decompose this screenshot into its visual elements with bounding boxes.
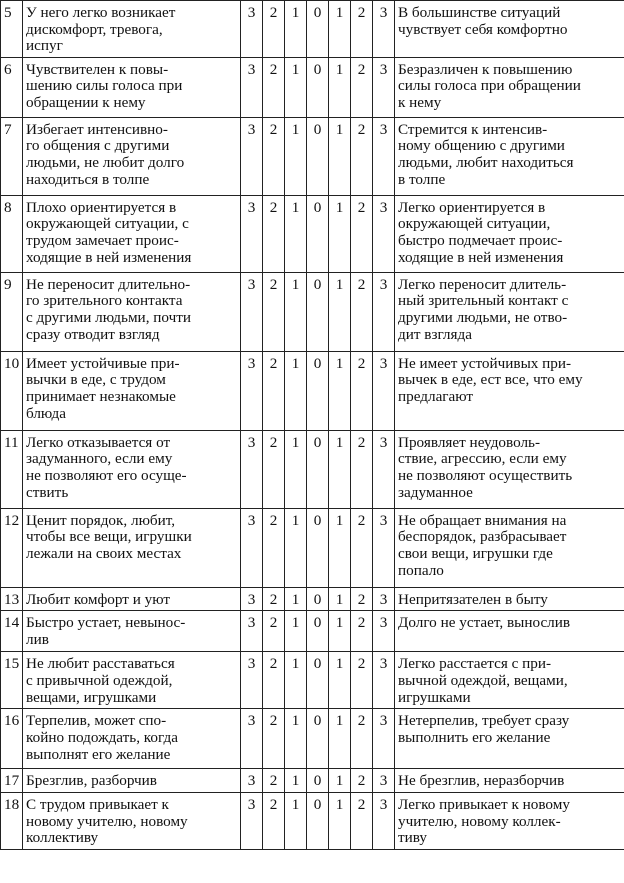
scale-option[interactable]: 1	[285, 792, 307, 849]
scale-option[interactable]: 3	[373, 272, 395, 351]
scale-option[interactable]: 3	[373, 792, 395, 849]
scale-option[interactable]: 1	[329, 351, 351, 430]
scale-option[interactable]: 3	[241, 792, 263, 849]
scale-option[interactable]: 2	[351, 57, 373, 117]
scale-option[interactable]: 2	[263, 351, 285, 430]
table-row	[1, 195, 624, 272]
right-statement: Не имеет устойчивых при- вычек в еде, ест все, что ему предлагают	[395, 351, 624, 430]
item-number: 15	[1, 652, 23, 709]
scale-option[interactable]: 2	[263, 652, 285, 709]
table-row	[1, 587, 624, 611]
scale-option[interactable]: 1	[285, 57, 307, 117]
scale-option[interactable]: 3	[373, 430, 395, 508]
table-row	[1, 57, 624, 117]
right-statement: Не брезглив, неразборчив	[395, 769, 624, 793]
scale-option[interactable]: 2	[263, 769, 285, 793]
left-statement: Ценит порядок, любит, чтобы все вещи, игрушки лежали на своих местах	[23, 508, 241, 587]
scale-option[interactable]: 2	[263, 709, 285, 769]
left-statement: Плохо ориентируется в окружающей ситуации, с трудом замечает проис- ходящие в ней изменения	[23, 195, 241, 272]
scale-option[interactable]: 1	[285, 195, 307, 272]
right-statement: Проявляет неудоволь- ствие, агрессию, если ему не позволяют осуществить задуманное	[395, 430, 624, 508]
scale-option[interactable]: 0	[307, 709, 329, 769]
right-statement: Легко переносит длитель- ный зрительный контакт с другими людьми, не отво- дит взгляда	[395, 272, 624, 351]
scale-option[interactable]: 0	[307, 351, 329, 430]
left-statement: Любит комфорт и уют	[23, 587, 241, 611]
scale-option[interactable]: 1	[285, 709, 307, 769]
scale-option[interactable]: 1	[285, 117, 307, 195]
scale-option[interactable]: 0	[307, 1, 329, 58]
scale-option[interactable]: 1	[285, 769, 307, 793]
table-row	[1, 611, 624, 652]
scale-option[interactable]: 3	[241, 587, 263, 611]
scale-option[interactable]: 0	[307, 611, 329, 652]
scale-option[interactable]: 3	[241, 508, 263, 587]
left-statement: Брезглив, разборчив	[23, 769, 241, 793]
item-number: 13	[1, 587, 23, 611]
item-number: 16	[1, 709, 23, 769]
item-number: 6	[1, 57, 23, 117]
scale-option[interactable]: 1	[329, 117, 351, 195]
left-statement: Избегает интенсивно- го общения с другими людьми, не любит долго находиться в толпе	[23, 117, 241, 195]
left-statement: С трудом привыкает к новому учителю, новому коллективу	[23, 792, 241, 849]
scale-option[interactable]: 2	[351, 272, 373, 351]
scale-option[interactable]: 0	[307, 508, 329, 587]
scale-option[interactable]: 0	[307, 117, 329, 195]
scale-option[interactable]: 2	[351, 792, 373, 849]
table-row	[1, 652, 624, 709]
scale-option[interactable]: 1	[285, 587, 307, 611]
scale-option[interactable]: 3	[241, 1, 263, 58]
scale-option[interactable]: 3	[241, 652, 263, 709]
scale-option[interactable]: 1	[329, 195, 351, 272]
scale-option[interactable]: 3	[373, 652, 395, 709]
scale-option[interactable]: 1	[329, 611, 351, 652]
table-row	[1, 430, 624, 508]
table-row	[1, 117, 624, 195]
scale-option[interactable]: 2	[263, 508, 285, 587]
right-statement: Легко расстается с при- вычной одеждой, вещами, игрушками	[395, 652, 624, 709]
scale-option[interactable]: 1	[329, 430, 351, 508]
scale-option[interactable]: 2	[263, 57, 285, 117]
scale-option[interactable]: 1	[285, 1, 307, 58]
scale-option[interactable]: 1	[285, 272, 307, 351]
right-statement: Непритязателен в быту	[395, 587, 624, 611]
scale-option[interactable]: 3	[241, 57, 263, 117]
left-statement: Легко отказывается от задуманного, если ему не позволяют его осуще- ствить	[23, 430, 241, 508]
left-statement: Имеет устойчивые при- вычки в еде, с трудом принимает незнакомые блюда	[23, 351, 241, 430]
right-statement: Не обращает внимания на беспорядок, разбрасывает свои вещи, игрушки где попало	[395, 508, 624, 587]
scale-option[interactable]: 3	[241, 769, 263, 793]
right-statement: Безразличен к повышению силы голоса при обращении к нему	[395, 57, 624, 117]
item-number: 14	[1, 611, 23, 652]
scale-option[interactable]: 3	[373, 57, 395, 117]
item-number: 10	[1, 351, 23, 430]
item-number: 8	[1, 195, 23, 272]
table-row	[1, 792, 624, 849]
scale-option[interactable]: 3	[373, 195, 395, 272]
scale-option[interactable]: 1	[329, 272, 351, 351]
questionnaire-body	[1, 1, 624, 850]
scale-option[interactable]: 1	[329, 508, 351, 587]
left-statement: Не переносит длительно- го зрительного контакта с другими людьми, почти сразу отводит взгляд	[23, 272, 241, 351]
right-statement: Легко ориентируется в окружающей ситуации, быстро подмечает проис- ходящие в ней изменения	[395, 195, 624, 272]
scale-option[interactable]: 0	[307, 430, 329, 508]
left-statement: У него легко возникает дискомфорт, тревога, испуг	[23, 1, 241, 58]
table-row	[1, 272, 624, 351]
scale-option[interactable]: 0	[307, 195, 329, 272]
scale-option[interactable]: 3	[241, 430, 263, 508]
scale-option[interactable]: 1	[329, 587, 351, 611]
left-statement: Не любит расставаться с привычной одеждой, вещами, игрушками	[23, 652, 241, 709]
scale-option[interactable]: 1	[285, 508, 307, 587]
scale-option[interactable]: 1	[285, 430, 307, 508]
scale-option[interactable]: 3	[373, 1, 395, 58]
scale-option[interactable]: 0	[307, 57, 329, 117]
scale-option[interactable]: 2	[351, 769, 373, 793]
scale-option[interactable]: 2	[263, 195, 285, 272]
table-row	[1, 1, 624, 58]
scale-option[interactable]: 1	[285, 611, 307, 652]
scale-option[interactable]: 1	[329, 57, 351, 117]
scale-option[interactable]: 3	[373, 508, 395, 587]
right-statement: Легко привыкает к новому учителю, новому коллек- тиву	[395, 792, 624, 849]
scale-option[interactable]: 0	[307, 792, 329, 849]
scale-option[interactable]: 3	[241, 351, 263, 430]
scale-option[interactable]: 2	[351, 709, 373, 769]
scale-option[interactable]: 1	[285, 351, 307, 430]
table-row	[1, 709, 624, 769]
scale-option[interactable]: 3	[241, 195, 263, 272]
item-number: 18	[1, 792, 23, 849]
right-statement: Стремится к интенсив- ному общению с другими людьми, любит находиться в толпе	[395, 117, 624, 195]
item-number: 7	[1, 117, 23, 195]
scale-option[interactable]: 2	[351, 195, 373, 272]
scale-option[interactable]: 2	[351, 611, 373, 652]
scale-option[interactable]: 3	[373, 769, 395, 793]
left-statement: Чувствителен к повы- шению силы голоса при обращении к нему	[23, 57, 241, 117]
table-row	[1, 508, 624, 587]
scale-option[interactable]: 0	[307, 587, 329, 611]
scale-option[interactable]: 2	[263, 1, 285, 58]
scale-option[interactable]: 0	[307, 652, 329, 709]
scale-option[interactable]: 3	[241, 117, 263, 195]
scale-option[interactable]: 1	[329, 1, 351, 58]
scale-option[interactable]: 3	[241, 272, 263, 351]
scale-option[interactable]: 3	[373, 709, 395, 769]
item-number: 17	[1, 769, 23, 793]
scale-option[interactable]: 2	[263, 430, 285, 508]
right-statement: В большинстве ситуаций чувствует себя комфортно	[395, 1, 624, 58]
left-statement: Терпелив, может спо- койно подождать, когда выполнят его желание	[23, 709, 241, 769]
scale-option[interactable]: 2	[263, 117, 285, 195]
item-number: 12	[1, 508, 23, 587]
scale-option[interactable]: 2	[263, 272, 285, 351]
scale-option[interactable]: 1	[329, 652, 351, 709]
scale-option[interactable]: 1	[329, 709, 351, 769]
table-row	[1, 351, 624, 430]
scale-option[interactable]: 2	[351, 351, 373, 430]
scale-option[interactable]: 2	[351, 117, 373, 195]
scale-option[interactable]: 1	[329, 792, 351, 849]
table-row	[1, 769, 624, 793]
item-number: 5	[1, 1, 23, 58]
scale-option[interactable]: 2	[263, 792, 285, 849]
scale-option[interactable]: 2	[351, 430, 373, 508]
left-statement: Быстро устает, невынос- лив	[23, 611, 241, 652]
scale-option[interactable]: 2	[351, 508, 373, 587]
right-statement: Нетерпелив, требует сразу выполнить его желание	[395, 709, 624, 769]
scale-option[interactable]: 3	[373, 611, 395, 652]
scale-option[interactable]: 0	[307, 769, 329, 793]
scale-option[interactable]: 1	[285, 652, 307, 709]
scale-option[interactable]: 3	[241, 709, 263, 769]
scale-option[interactable]: 1	[329, 769, 351, 793]
scale-option[interactable]: 2	[263, 587, 285, 611]
item-number: 9	[1, 272, 23, 351]
scale-option[interactable]: 2	[351, 587, 373, 611]
right-statement: Долго не устает, вынослив	[395, 611, 624, 652]
scale-option[interactable]: 2	[351, 652, 373, 709]
scale-option[interactable]: 3	[373, 117, 395, 195]
scale-option[interactable]: 2	[351, 1, 373, 58]
scale-option[interactable]: 0	[307, 272, 329, 351]
scale-option[interactable]: 3	[241, 611, 263, 652]
item-number: 11	[1, 430, 23, 508]
scale-option[interactable]: 3	[373, 587, 395, 611]
scale-option[interactable]: 3	[373, 351, 395, 430]
scale-option[interactable]: 2	[263, 611, 285, 652]
